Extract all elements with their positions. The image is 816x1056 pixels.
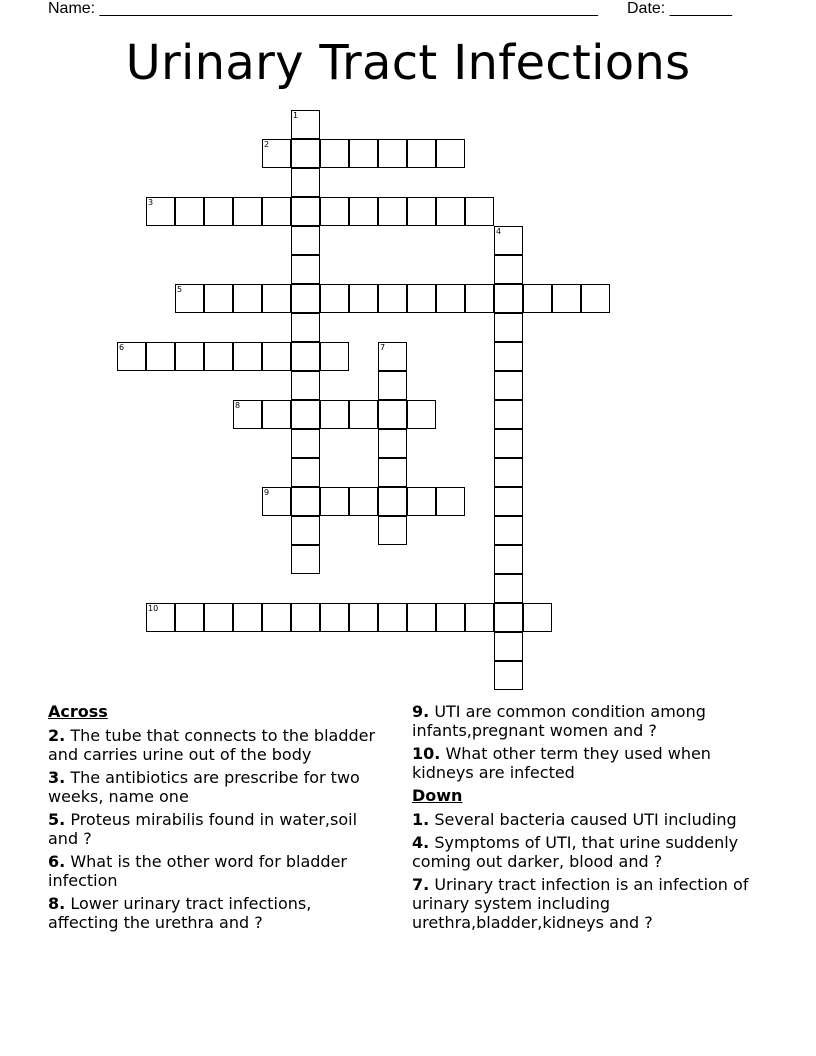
clue-number: 7. [412, 875, 430, 894]
crossword-cell[interactable] [291, 255, 320, 284]
crossword-cell[interactable] [233, 342, 262, 371]
crossword-cell[interactable] [378, 400, 407, 429]
crossword-cell[interactable] [291, 284, 320, 313]
crossword-cell[interactable] [523, 603, 552, 632]
crossword-cell[interactable] [494, 429, 523, 458]
crossword-cell[interactable] [349, 197, 378, 226]
cell-number: 2 [264, 140, 270, 149]
crossword-cell[interactable] [175, 342, 204, 371]
crossword-cell[interactable] [117, 342, 146, 371]
crossword-cell[interactable] [465, 603, 494, 632]
crossword-cell[interactable] [349, 139, 378, 168]
crossword-cell[interactable] [320, 487, 349, 516]
crossword-cell[interactable] [407, 284, 436, 313]
clues-left-column [48, 702, 383, 936]
crossword-cell[interactable] [262, 487, 291, 516]
crossword-cell[interactable] [291, 429, 320, 458]
crossword-cell[interactable] [146, 342, 175, 371]
crossword-cell[interactable] [494, 284, 523, 313]
cell-number: 9 [264, 488, 270, 497]
crossword-cell[interactable] [349, 603, 378, 632]
crossword-cell[interactable] [146, 197, 175, 226]
crossword-cell[interactable] [494, 632, 523, 661]
crossword-cell[interactable] [465, 197, 494, 226]
crossword-cell[interactable] [378, 603, 407, 632]
crossword-cell[interactable] [523, 284, 552, 313]
crossword-cell[interactable] [494, 516, 523, 545]
crossword-cell[interactable] [407, 400, 436, 429]
crossword-cell[interactable] [407, 487, 436, 516]
crossword-cell[interactable] [291, 603, 320, 632]
crossword-cell[interactable] [494, 574, 523, 603]
crossword-cell[interactable] [494, 487, 523, 516]
crossword-cell[interactable] [291, 516, 320, 545]
crossword-cell[interactable] [494, 371, 523, 400]
clue-text: The tube that connects to the bladder and carries urine out of the body [48, 726, 376, 764]
crossword-cell[interactable] [494, 226, 523, 255]
crossword-cell[interactable] [494, 255, 523, 284]
cell-number: 4 [496, 227, 502, 236]
crossword-cell[interactable] [349, 284, 378, 313]
clue-across-9 [412, 702, 772, 740]
crossword-cell[interactable] [320, 603, 349, 632]
clue-across-2 [48, 726, 383, 764]
crossword-cell[interactable] [378, 371, 407, 400]
crossword-cell[interactable] [378, 197, 407, 226]
clue-number: 9. [412, 702, 430, 721]
crossword-cell[interactable] [494, 400, 523, 429]
crossword-cell[interactable] [320, 284, 349, 313]
crossword-cell[interactable] [320, 342, 349, 371]
crossword-cell[interactable] [494, 458, 523, 487]
crossword-cell[interactable] [175, 284, 204, 313]
clue-number: 10. [412, 744, 441, 763]
clue-text: Several bacteria caused UTI including [434, 810, 737, 829]
crossword-cell[interactable] [204, 284, 233, 313]
clue-across-8 [48, 894, 383, 932]
crossword-cell[interactable] [291, 545, 320, 574]
clue-down-1 [412, 810, 772, 829]
cell-number: 7 [380, 343, 386, 352]
clue-number: 3. [48, 768, 66, 787]
crossword-cell[interactable] [291, 313, 320, 342]
crossword-cell[interactable] [407, 197, 436, 226]
clue-number: 6. [48, 852, 66, 871]
crossword-cell[interactable] [436, 487, 465, 516]
crossword-cell[interactable] [494, 603, 523, 632]
clue-text: Proteus mirabilis found in water,soil and ? [48, 810, 358, 848]
crossword-cell[interactable] [378, 429, 407, 458]
crossword-cell[interactable] [552, 284, 581, 313]
crossword-cell[interactable] [320, 139, 349, 168]
crossword-cell[interactable] [262, 400, 291, 429]
crossword-cell[interactable] [291, 458, 320, 487]
clue-down-7 [412, 875, 772, 932]
page-title: Urinary Tract Infections [125, 35, 691, 91]
crossword-cell[interactable] [494, 661, 523, 690]
crossword-cell[interactable] [262, 284, 291, 313]
clue-number: 4. [412, 833, 430, 852]
crossword-cell[interactable] [204, 342, 233, 371]
crossword-cell[interactable] [291, 168, 320, 197]
crossword-cell[interactable] [494, 313, 523, 342]
clue-across-6 [48, 852, 383, 890]
clues-right-column [412, 702, 772, 936]
crossword-cell[interactable] [465, 284, 494, 313]
crossword-cell[interactable] [204, 603, 233, 632]
crossword-cell[interactable] [175, 603, 204, 632]
crossword-cell[interactable] [320, 197, 349, 226]
crossword-cell[interactable] [378, 516, 407, 545]
date-field-label: Date: _______ [627, 0, 732, 17]
cell-number: 10 [148, 604, 159, 613]
crossword-cell[interactable] [436, 284, 465, 313]
crossword-cell[interactable] [233, 603, 262, 632]
crossword-cell[interactable] [407, 603, 436, 632]
crossword-cell[interactable] [233, 400, 262, 429]
crossword-cell[interactable] [291, 371, 320, 400]
crossword-cell[interactable] [494, 342, 523, 371]
clue-down-4 [412, 833, 772, 871]
clue-number: 1. [412, 810, 430, 829]
clue-number: 8. [48, 894, 66, 913]
crossword-cell[interactable] [262, 342, 291, 371]
crossword-cell[interactable] [262, 603, 291, 632]
clue-text: Lower urinary tract infections, affecting the urethra and ? [48, 894, 312, 932]
crossword-cell[interactable] [291, 139, 320, 168]
crossword-cell[interactable] [349, 487, 378, 516]
clue-across-5 [48, 810, 383, 848]
crossword-cell[interactable] [349, 400, 378, 429]
crossword-cell[interactable] [378, 139, 407, 168]
crossword-cell[interactable] [233, 197, 262, 226]
name-field-label: Name: ________________________________________________________ [48, 0, 598, 17]
clue-text: UTI are common condition among infants,pregnant women and ? [412, 702, 706, 740]
crossword-cell[interactable] [320, 400, 349, 429]
crossword-cell[interactable] [436, 603, 465, 632]
across-heading: Across [48, 702, 108, 721]
cell-number: 1 [293, 111, 299, 120]
crossword-cell[interactable] [378, 342, 407, 371]
crossword-cell[interactable] [407, 139, 436, 168]
crossword-cell[interactable] [436, 197, 465, 226]
crossword-cell[interactable] [378, 487, 407, 516]
crossword-cell[interactable] [262, 139, 291, 168]
crossword-cell[interactable] [146, 603, 175, 632]
clue-text: Urinary tract infection is an infection of urinary system including urethra,bladder,kidneys and ? [412, 875, 749, 932]
crossword-cell[interactable] [262, 197, 291, 226]
crossword-cell[interactable] [291, 487, 320, 516]
crossword-cell[interactable] [291, 400, 320, 429]
crossword-cell[interactable] [291, 110, 320, 139]
crossword-cell[interactable] [175, 197, 204, 226]
cell-number: 3 [148, 198, 154, 207]
crossword-cell[interactable] [291, 226, 320, 255]
cell-number: 6 [119, 343, 125, 352]
crossword-cell[interactable] [233, 284, 262, 313]
clue-number: 5. [48, 810, 66, 829]
clue-text: What other term they used when kidneys are infected [412, 744, 711, 782]
crossword-cell[interactable] [494, 545, 523, 574]
cell-number: 8 [235, 401, 241, 410]
clue-text: Symptoms of UTI, that urine suddenly coming out darker, blood and ? [412, 833, 739, 871]
crossword-cell[interactable] [291, 342, 320, 371]
clue-across-3 [48, 768, 383, 806]
crossword-cell[interactable] [581, 284, 610, 313]
down-heading: Down [412, 786, 463, 805]
clue-number: 2. [48, 726, 66, 745]
crossword-cell[interactable] [204, 197, 233, 226]
cell-number: 5 [177, 285, 183, 294]
clue-text: The antibiotics are prescribe for two weeks, name one [48, 768, 360, 806]
crossword-cell[interactable] [378, 284, 407, 313]
clue-across-10 [412, 744, 772, 782]
crossword-cell[interactable] [291, 197, 320, 226]
crossword-cell[interactable] [378, 458, 407, 487]
clue-text: What is the other word for bladder infection [48, 852, 347, 890]
crossword-cell[interactable] [436, 139, 465, 168]
